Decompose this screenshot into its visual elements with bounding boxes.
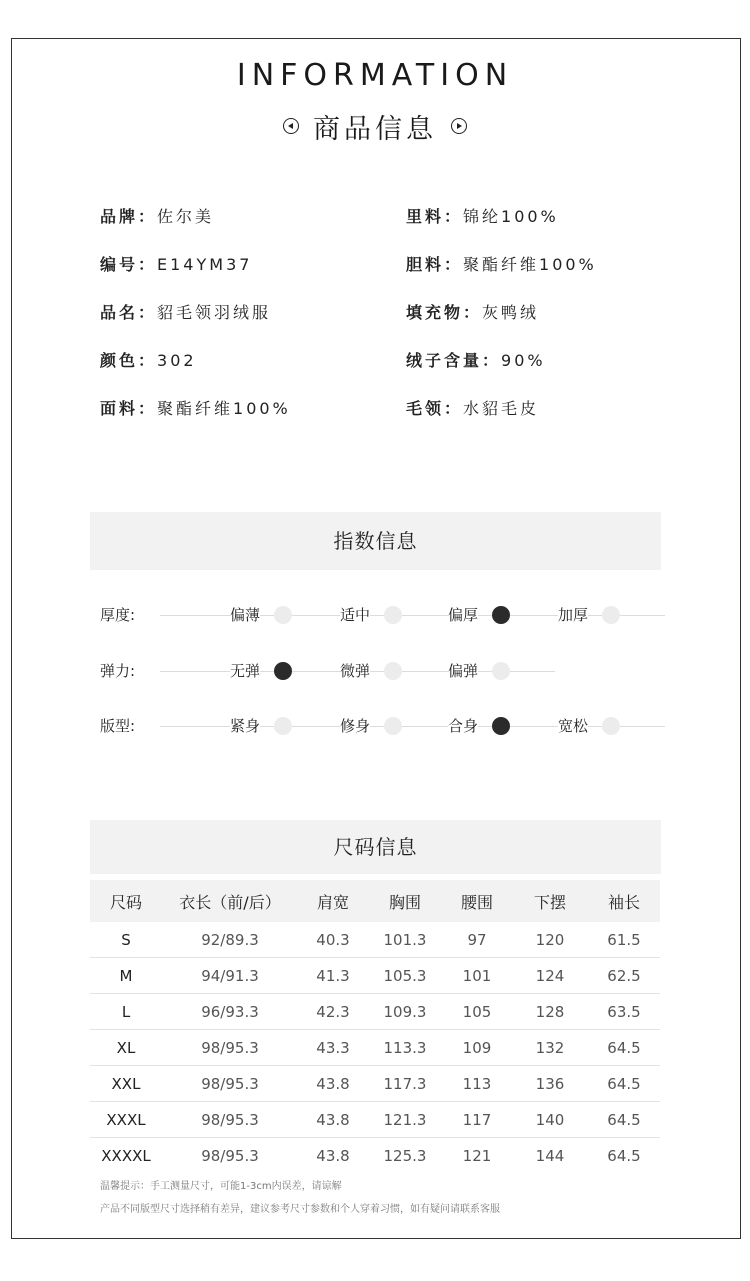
table-cell: 113	[442, 1066, 512, 1102]
table-cell: XXXXL	[101, 1146, 151, 1165]
table-cell: 43.8	[316, 1146, 350, 1165]
table-cell: L	[90, 994, 162, 1030]
table-cell: 120	[512, 922, 588, 958]
note-fit: 产品不同版型尺寸选择稍有差异，建议参考尺寸参数和个人穿着习惯，如有疑问请联系客服	[100, 1204, 500, 1215]
table-cell: 64.5	[588, 1066, 660, 1102]
table-cell: 121	[462, 1146, 492, 1165]
column-header: 腰围	[442, 880, 512, 922]
table-row	[90, 922, 660, 958]
title-english: INFORMATION	[236, 58, 514, 93]
table-cell: 96/93.3	[162, 994, 298, 1030]
table-row	[90, 1066, 660, 1102]
table-cell: 128	[512, 994, 588, 1030]
table-cell: 64.5	[588, 1030, 660, 1066]
info-product-name: 品名：貂毛领羽绒服	[100, 303, 272, 322]
table-cell: 101.3	[368, 922, 442, 958]
info-liner: 胆料：聚酯纤维100%	[406, 255, 597, 274]
index-dot	[492, 606, 510, 624]
table-cell: 109.3	[368, 994, 442, 1030]
table-cell: 113.3	[368, 1030, 442, 1066]
table-cell: 136	[512, 1066, 588, 1102]
table-cell: 144	[535, 1146, 565, 1165]
table-cell: 42.3	[298, 994, 368, 1030]
table-cell: S	[90, 922, 162, 958]
table-row	[90, 1138, 660, 1174]
index-dot	[384, 717, 402, 735]
table-cell: 140	[512, 1102, 588, 1138]
index-dot	[274, 717, 292, 735]
info-lining: 里料：锦纶100%	[406, 207, 559, 226]
table-cell: 64.5	[607, 1146, 641, 1165]
size-table-header-row	[90, 880, 660, 922]
index-dot	[274, 662, 292, 680]
size-table	[90, 880, 660, 1173]
info-color: 颜色：302	[100, 351, 197, 370]
table-cell: 62.5	[588, 958, 660, 994]
index-row-elasticity: 弹力: 无弹 微弹 偏弹	[100, 656, 665, 686]
index-row-fit: 版型: 紧身 修身 合身 宽松	[100, 711, 665, 741]
table-cell: 43.3	[298, 1030, 368, 1066]
index-row-thickness: 厚度: 偏薄 适中 偏厚 加厚	[100, 600, 665, 630]
index-dot	[602, 606, 620, 624]
index-row-label: 厚度:	[100, 606, 136, 624]
table-cell: 97	[442, 922, 512, 958]
table-cell: 125.3	[383, 1146, 427, 1165]
table-cell: 105.3	[368, 958, 442, 994]
info-down-content: 绒子含量：90%	[406, 351, 546, 370]
index-dot	[384, 606, 402, 624]
info-fabric: 面料：聚酯纤维100%	[100, 399, 291, 418]
table-row	[90, 958, 660, 994]
index-info-header: 指数信息	[90, 512, 661, 570]
info-item-number: 编号：E14YM37	[100, 255, 253, 274]
table-cell: 98/95.3	[162, 1030, 298, 1066]
table-cell: 101	[442, 958, 512, 994]
table-row	[90, 1102, 660, 1138]
table-cell: M	[90, 958, 162, 994]
info-fur-collar: 毛领：水貂毛皮	[406, 399, 540, 418]
table-cell: 132	[512, 1030, 588, 1066]
table-cell: 117	[442, 1102, 512, 1138]
index-dot	[492, 717, 510, 735]
column-header: 胸围	[368, 880, 442, 922]
column-header: 尺码	[90, 880, 162, 922]
table-row	[90, 1030, 660, 1066]
table-cell: 98/95.3	[162, 1066, 298, 1102]
note-measurement: 温馨提示：手工测量尺寸，可能1-3cm内误差，请谅解	[100, 1181, 342, 1192]
index-dot	[384, 662, 402, 680]
index-row-label: 弹力:	[100, 662, 136, 680]
column-header: 肩宽	[298, 880, 368, 922]
title-chinese-row	[0, 106, 750, 146]
column-header: 衣长（前/后）	[162, 880, 298, 922]
size-info-header: 尺码信息	[90, 820, 661, 874]
table-cell: 43.8	[298, 1102, 368, 1138]
table-cell: 98/95.3	[162, 1102, 298, 1138]
index-dot	[602, 717, 620, 735]
table-cell: 117.3	[368, 1066, 442, 1102]
table-cell: 61.5	[588, 922, 660, 958]
title-chinese: 商品信息	[313, 113, 437, 145]
table-cell: 43.8	[298, 1066, 368, 1102]
table-cell: 109	[442, 1030, 512, 1066]
table-cell: XXXL	[90, 1102, 162, 1138]
table-cell: 105	[442, 994, 512, 1030]
column-header: 下摆	[512, 880, 588, 922]
table-cell: XXL	[90, 1066, 162, 1102]
info-brand: 品牌：佐尔美	[100, 207, 215, 226]
table-cell: 98/95.3	[201, 1146, 259, 1165]
table-cell: 121.3	[368, 1102, 442, 1138]
index-row-label: 版型:	[100, 717, 136, 735]
table-cell: 41.3	[298, 958, 368, 994]
table-cell: 94/91.3	[162, 958, 298, 994]
column-header: 袖长	[588, 880, 660, 922]
table-cell: 124	[512, 958, 588, 994]
table-cell: 63.5	[588, 994, 660, 1030]
table-cell: XL	[90, 1030, 162, 1066]
arrow-right-icon	[451, 118, 467, 134]
info-filling: 填充物：灰鸭绒	[406, 303, 540, 322]
table-cell: 92/89.3	[162, 922, 298, 958]
index-dot	[274, 606, 292, 624]
index-dot	[492, 662, 510, 680]
arrow-left-icon	[283, 118, 299, 134]
table-cell: 40.3	[298, 922, 368, 958]
table-cell: 64.5	[588, 1102, 660, 1138]
table-row	[90, 994, 660, 1030]
